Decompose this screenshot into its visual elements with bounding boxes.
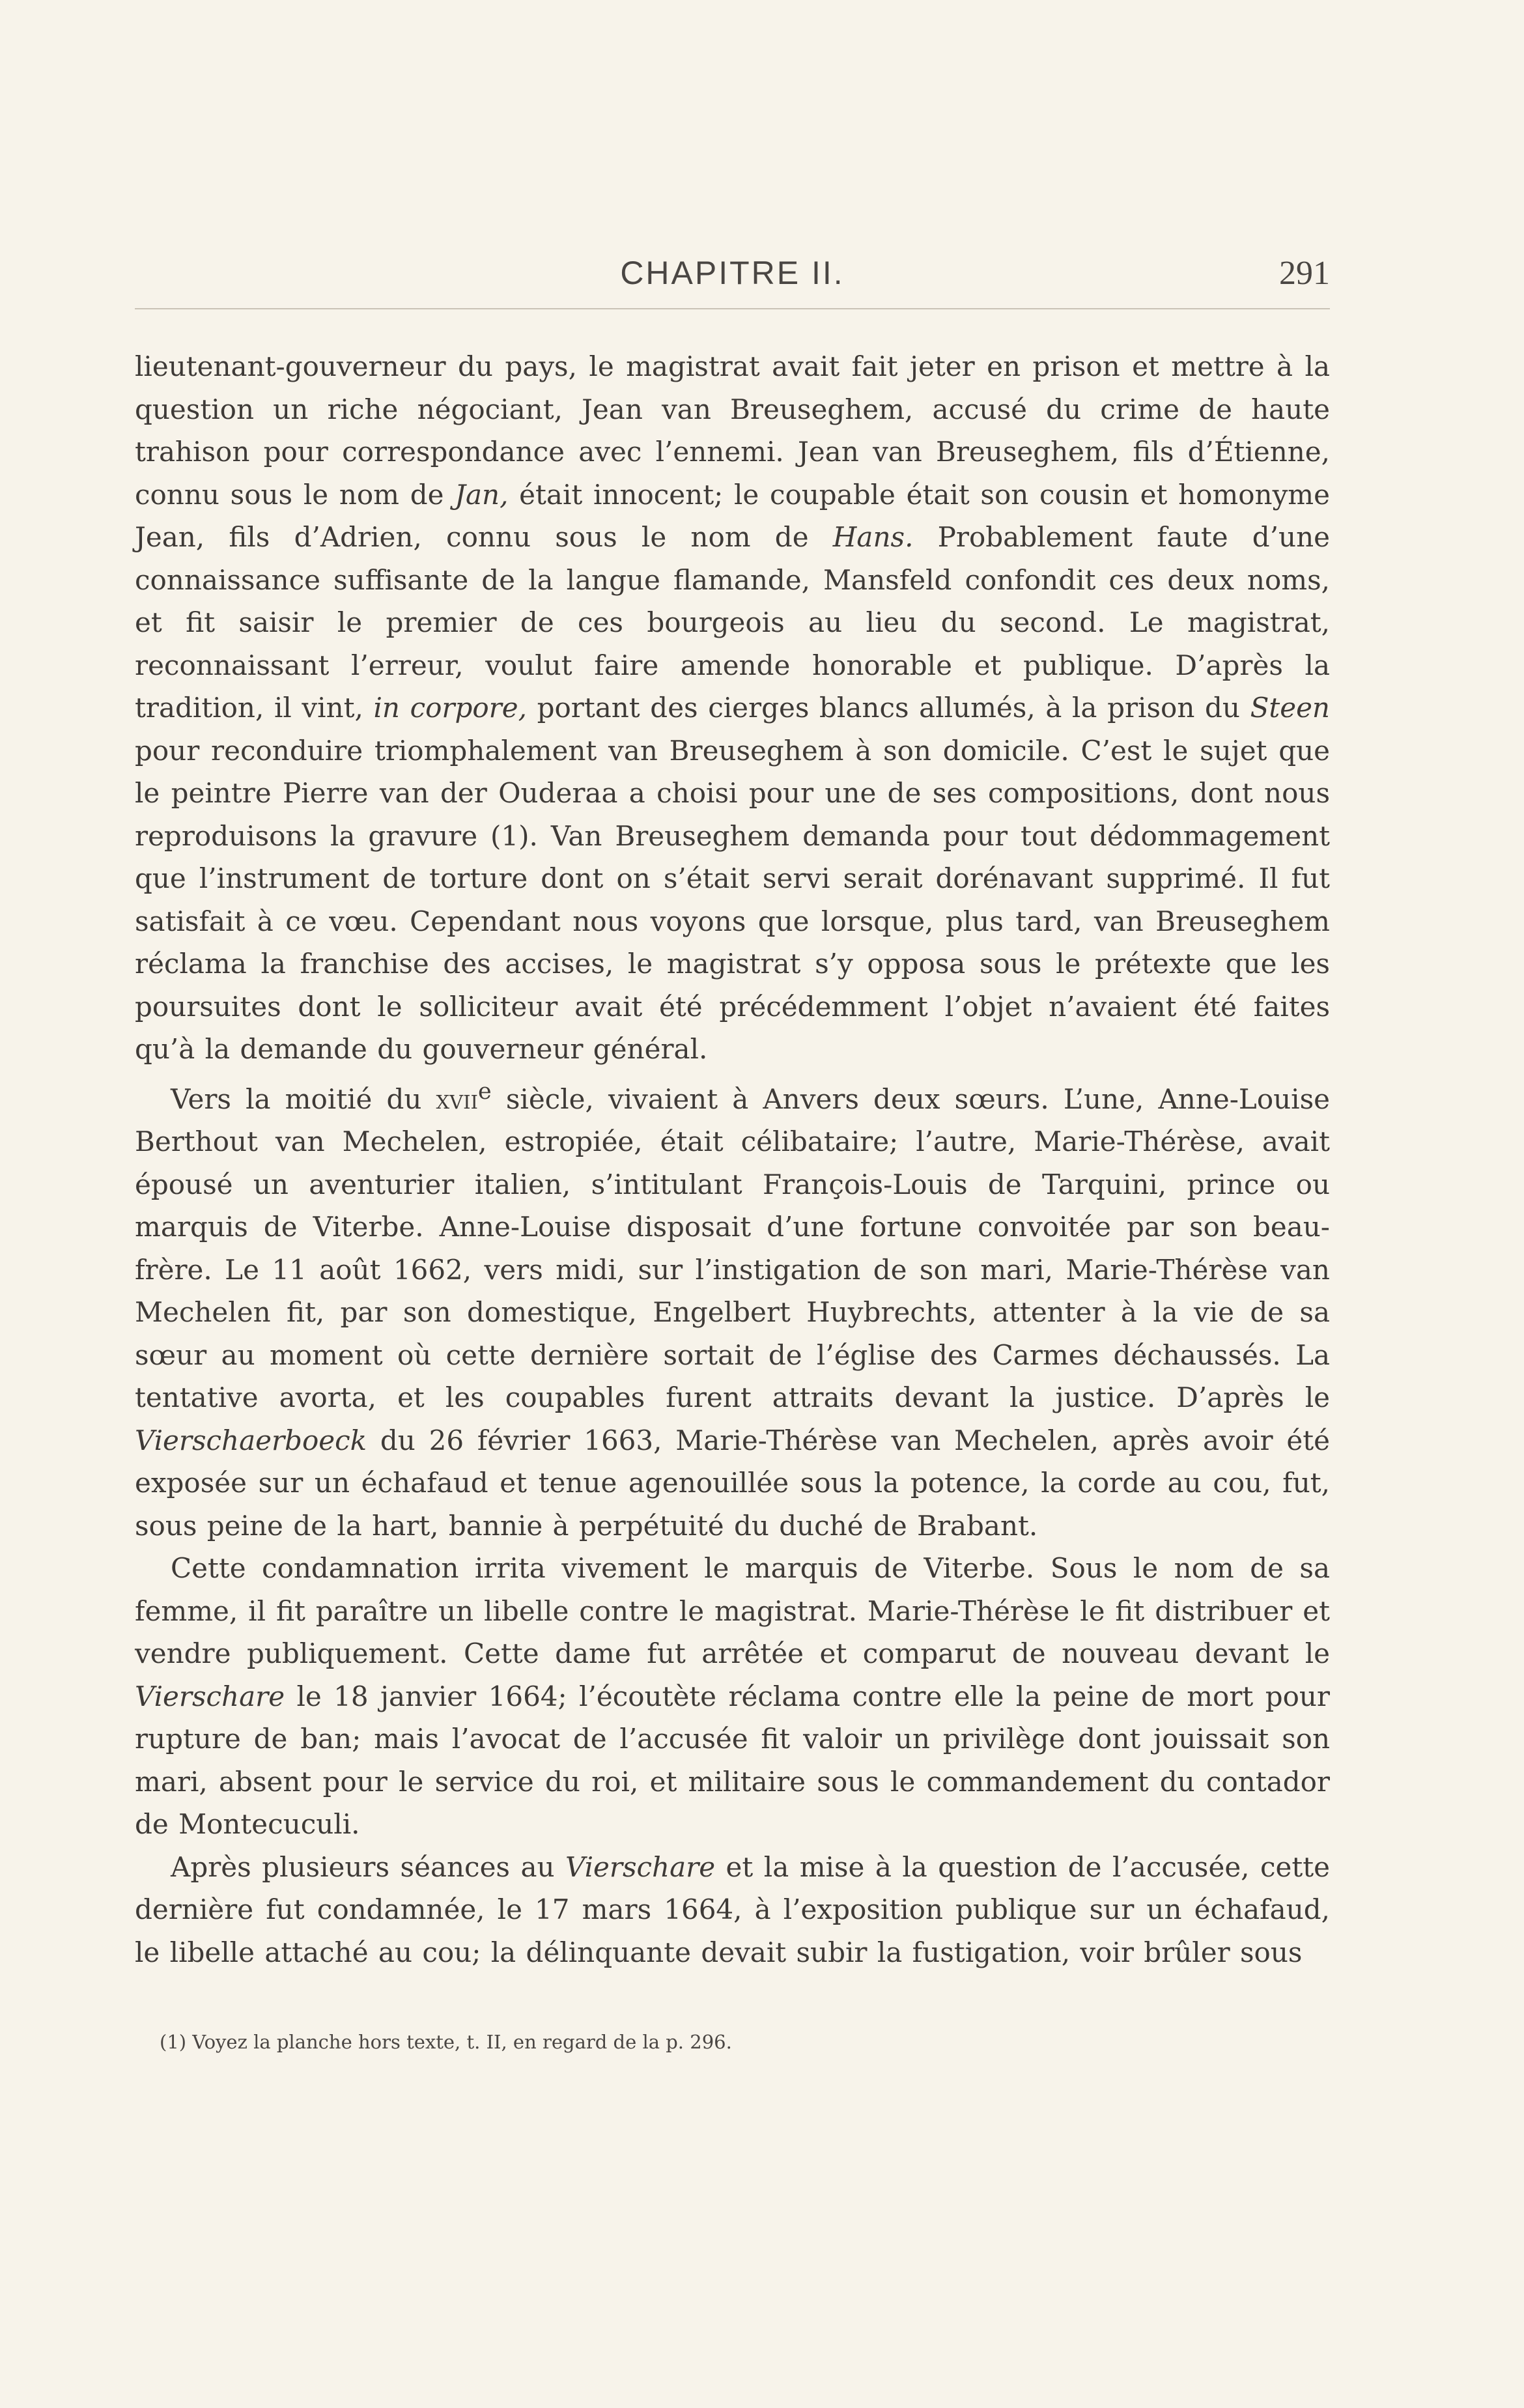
text-run: le 18 janvier 1664; l’écoutète réclama contre elle la peine de mort pour rupture de ban; mais l’avocat de l’accusée fit valoir un privilège dont jouissait son mari, absent pour le service du roi, et militaire sous le commandement du contador de Montecuculi. [135,1680,1330,1840]
italic-term: Vierschare [565,1850,716,1883]
italic-term: in corpore, [373,692,527,724]
italic-term: Vierschare [135,1680,285,1712]
italic-term: Vierschaerboeck [135,1424,367,1456]
text-run: Probablement faute d’une connaissance suffisante de la langue flamande, Mansfeld confondit ces deux noms, et fit saisir le premier de ces bourgeois au lieu du second. Le magistrat, reconnaissant l’erreur, voulut faire amende honorable et publique. D’après la tradition, il vint, [135,521,1331,724]
paragraph-1 [135,345,1330,1071]
text-run: du 26 février 1663, Marie-Thérèse van Mechelen, après avoir été exposée sur un échafaud et tenue agenouillée sous la potence, la corde au cou, fut, sous peine de la hart, bannie à perpétuité du duché de Brabant. [135,1424,1330,1542]
running-head: CHAPITRE II. [620,255,845,291]
text-run: Vers la moitié du [171,1083,436,1115]
text-run: était innocent; le coupable était son cousin et homonyme Jean, fils d’Adrien, connu sous le nom de [135,478,1330,553]
italic-term: Jan, [455,478,509,511]
page-number: 291 [1279,255,1330,292]
footnote: (1) Voyez la planche hors texte, t. II, en regard de la p. 296. [160,2031,732,2053]
text-run: Cette condamnation irrita vivement le marquis de Viterbe. Sous le nom de sa femme, il fit paraître un libelle contre le magistrat. Marie-Thérèse le fit distribuer et vendre publiquement. Cette dame fut arrêtée et comparut de nouveau devant le [135,1552,1330,1669]
century-numeral: xvii [436,1083,479,1115]
header-rule [135,308,1330,309]
paragraph-3 [135,1547,1330,1846]
text-run: portant des cierges blancs allumés, à la prison du [526,692,1250,724]
text-run: et la mise à la question de l’accusée, cette dernière fut condamnée, le 17 mars 1664, à l’exposition publique sur un échafaud, le libelle attaché au cou; la délinquante devait subir la fustigation, voir brûler sous [135,1850,1330,1968]
paragraph-4 [135,1846,1330,1974]
paragraph-2 [135,1071,1330,1548]
body-text [135,345,1330,1974]
text-run: Après plusieurs séances au [171,1850,566,1883]
text-run: siècle, vivaient à Anvers deux sœurs. L’une, Anne-Louise Berthout van Mechelen, estropiée, était célibataire; l’autre, Marie-Thérèse, avait épousé un aventurier italien, s’intitulant François-Louis de Tarquini, prince ou marquis de Viterbe. Anne-Louise disposait d’une fortune convoitée par son beau-frère. Le 11 août 1662, vers midi, sur l’instigation de son mari, Marie-Thérèse van Mechelen fit, par son domestique, Engelbert Huybrechts, attenter à la vie de sa sœur au moment où cette dernière sortait de l’église des Carmes déchaussés. La tentative avorta, et les coupables furent attraits devant la justice. D’après le [135,1083,1330,1413]
italic-term: Steen [1250,692,1330,724]
italic-term: Hans. [832,521,914,553]
page-header [135,254,1330,309]
text-run: pour reconduire triomphalement van Breuseghem à son domicile. C’est le sujet que le peintre Pierre van der Ouderaa a choisi pour une de ses compositions, dont nous reproduisons la gravure (1). Van Breuseghem demanda pour tout dédommagement que l’instrument de torture dont on s’était servi serait dorénavant supprimé. Il fut satisfait à ce vœu. Cependant nous voyons que lorsque, plus tard, van Breuseghem réclama la franchise des accises, le magistrat s’y opposa sous le prétexte que les poursuites dont le solliciteur avait été précédemment l’objet n’avaient été faites qu’à la demande du gouverneur général. [135,734,1330,1065]
ordinal-suffix: e [478,1078,492,1105]
text-run: lieutenant-gouverneur du pays, le magistrat avait fait jeter en prison et mettre à la question un riche négociant, Jean van Breuseghem, accusé du crime de haute trahison pour correspondance avec l’ennemi. Jean van Breuseghem, fils d’Étienne, connu sous le nom de [135,350,1330,511]
